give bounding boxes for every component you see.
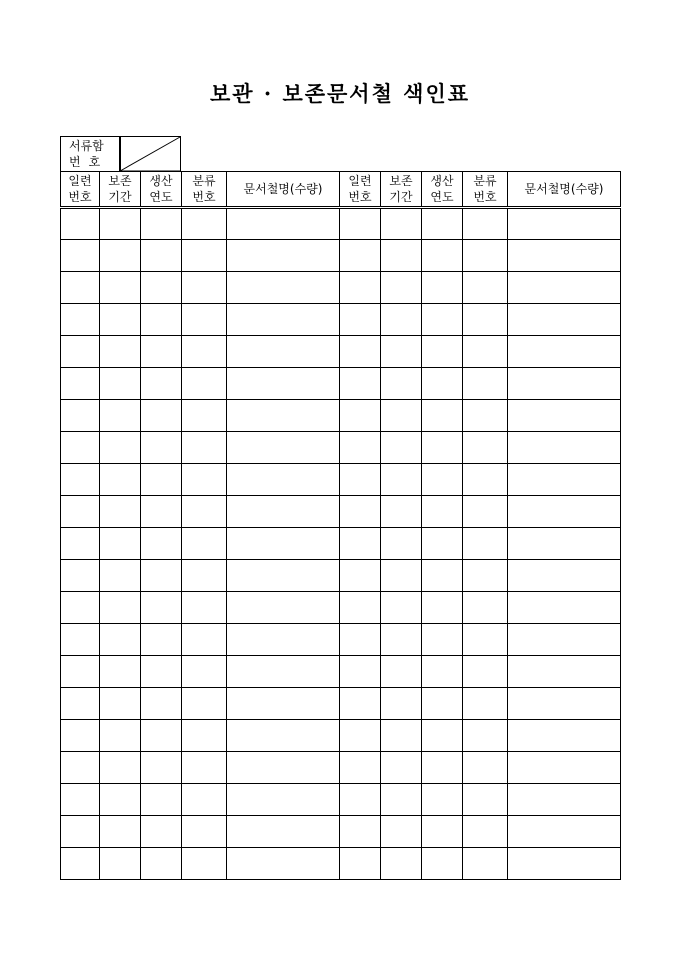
- table-row: [61, 528, 621, 560]
- table-cell[interactable]: [381, 560, 422, 592]
- table-cell[interactable]: [182, 240, 227, 272]
- table-cell[interactable]: [141, 464, 182, 496]
- table-cell[interactable]: [141, 720, 182, 752]
- table-row: [61, 624, 621, 656]
- table-cell[interactable]: [100, 688, 141, 720]
- table-cell[interactable]: [227, 336, 340, 368]
- table-cell[interactable]: [182, 656, 227, 688]
- table-cell[interactable]: [422, 368, 463, 400]
- table-header-row: [61, 172, 621, 208]
- table-cell[interactable]: [381, 432, 422, 464]
- table-cell[interactable]: [182, 432, 227, 464]
- table-cell[interactable]: [141, 528, 182, 560]
- table-cell[interactable]: [340, 816, 381, 848]
- table-cell[interactable]: [227, 240, 340, 272]
- table-cell[interactable]: [227, 752, 340, 784]
- table-cell[interactable]: [422, 816, 463, 848]
- table-cell[interactable]: [141, 400, 182, 432]
- table-cell[interactable]: [340, 208, 381, 240]
- table-row: [61, 368, 621, 400]
- table-cell[interactable]: [340, 720, 381, 752]
- table-cell[interactable]: [422, 752, 463, 784]
- table-cell[interactable]: [182, 528, 227, 560]
- table-row: [61, 592, 621, 624]
- table-cell[interactable]: [100, 464, 141, 496]
- table-cell[interactable]: [381, 656, 422, 688]
- table-row: [61, 336, 621, 368]
- table-cell[interactable]: [141, 240, 182, 272]
- table-cell[interactable]: [227, 656, 340, 688]
- table-cell[interactable]: [422, 240, 463, 272]
- table-cell[interactable]: [463, 624, 508, 656]
- table-cell[interactable]: [141, 592, 182, 624]
- table-cell[interactable]: [508, 272, 621, 304]
- table-cell[interactable]: [463, 592, 508, 624]
- column-header: 생산 연도: [422, 172, 463, 208]
- table-cell[interactable]: [422, 496, 463, 528]
- table-cell[interactable]: [508, 464, 621, 496]
- table-cell[interactable]: [340, 848, 381, 880]
- table-cell[interactable]: [227, 528, 340, 560]
- table-cell[interactable]: [422, 688, 463, 720]
- table-cell[interactable]: [61, 272, 100, 304]
- table-cell[interactable]: [141, 304, 182, 336]
- table-cell[interactable]: [340, 464, 381, 496]
- table-cell[interactable]: [141, 624, 182, 656]
- table-cell[interactable]: [508, 592, 621, 624]
- table-cell[interactable]: [182, 304, 227, 336]
- table-cell[interactable]: [508, 848, 621, 880]
- table-cell[interactable]: [141, 688, 182, 720]
- table-cell[interactable]: [463, 752, 508, 784]
- box-number-field[interactable]: [120, 136, 181, 171]
- table-cell[interactable]: [508, 720, 621, 752]
- table-row: [61, 464, 621, 496]
- table-cell[interactable]: [340, 624, 381, 656]
- table-cell[interactable]: [141, 848, 182, 880]
- box-number-label-line1: 서류함: [69, 139, 104, 153]
- table-cell[interactable]: [227, 848, 340, 880]
- table-cell[interactable]: [422, 208, 463, 240]
- table-cell[interactable]: [100, 848, 141, 880]
- table-cell[interactable]: [61, 432, 100, 464]
- table-cell[interactable]: [508, 432, 621, 464]
- table-cell[interactable]: [100, 784, 141, 816]
- table-cell[interactable]: [141, 336, 182, 368]
- table-cell[interactable]: [340, 752, 381, 784]
- table-cell[interactable]: [381, 304, 422, 336]
- table-row: [61, 656, 621, 688]
- table-cell[interactable]: [381, 368, 422, 400]
- table-cell[interactable]: [381, 400, 422, 432]
- table-cell[interactable]: [381, 784, 422, 816]
- table-cell[interactable]: [422, 592, 463, 624]
- table-cell[interactable]: [227, 688, 340, 720]
- table-cell[interactable]: [141, 784, 182, 816]
- table-cell[interactable]: [463, 720, 508, 752]
- table-cell[interactable]: [508, 624, 621, 656]
- table-cell[interactable]: [463, 304, 508, 336]
- table-cell[interactable]: [381, 336, 422, 368]
- table-cell[interactable]: [100, 656, 141, 688]
- table-cell[interactable]: [463, 496, 508, 528]
- table-cell[interactable]: [227, 560, 340, 592]
- table-cell[interactable]: [227, 432, 340, 464]
- table-cell[interactable]: [61, 560, 100, 592]
- table-cell[interactable]: [508, 752, 621, 784]
- table-cell[interactable]: [227, 368, 340, 400]
- table-cell[interactable]: [182, 784, 227, 816]
- table-cell[interactable]: [463, 688, 508, 720]
- table-cell[interactable]: [381, 464, 422, 496]
- table-cell[interactable]: [463, 816, 508, 848]
- table-cell[interactable]: [463, 784, 508, 816]
- table-cell[interactable]: [61, 240, 100, 272]
- table-cell[interactable]: [61, 816, 100, 848]
- table-cell[interactable]: [422, 464, 463, 496]
- table-cell[interactable]: [227, 272, 340, 304]
- table-cell[interactable]: [508, 240, 621, 272]
- table-row: [61, 816, 621, 848]
- table-row: [61, 784, 621, 816]
- table-cell[interactable]: [463, 240, 508, 272]
- table-row: [61, 496, 621, 528]
- table-cell[interactable]: [61, 848, 100, 880]
- column-header: 문서철명(수량): [227, 172, 340, 208]
- table-cell[interactable]: [182, 496, 227, 528]
- table-cell[interactable]: [508, 368, 621, 400]
- table-cell[interactable]: [422, 848, 463, 880]
- table-cell[interactable]: [340, 240, 381, 272]
- table-cell[interactable]: [100, 592, 141, 624]
- table-cell[interactable]: [182, 336, 227, 368]
- table-cell[interactable]: [340, 272, 381, 304]
- table-cell[interactable]: [381, 528, 422, 560]
- column-header: 일련 번호: [340, 172, 381, 208]
- table-cell[interactable]: [508, 656, 621, 688]
- table-cell[interactable]: [340, 592, 381, 624]
- index-table: [60, 171, 621, 880]
- table-cell[interactable]: [422, 528, 463, 560]
- table-cell[interactable]: [182, 752, 227, 784]
- table-cell[interactable]: [508, 336, 621, 368]
- table-cell[interactable]: [182, 464, 227, 496]
- table-cell[interactable]: [508, 784, 621, 816]
- table-cell[interactable]: [422, 272, 463, 304]
- table-cell[interactable]: [100, 304, 141, 336]
- table-cell[interactable]: [381, 816, 422, 848]
- table-cell[interactable]: [61, 528, 100, 560]
- table-cell[interactable]: [141, 816, 182, 848]
- table-row: [61, 752, 621, 784]
- table-cell[interactable]: [100, 336, 141, 368]
- table-cell[interactable]: [422, 336, 463, 368]
- column-header: 분류 번호: [463, 172, 508, 208]
- table-cell[interactable]: [61, 656, 100, 688]
- table-cell[interactable]: [100, 208, 141, 240]
- column-header: 분류 번호: [182, 172, 227, 208]
- page-title: 보관 · 보존문서철 색인표: [209, 81, 471, 106]
- table-cell[interactable]: [61, 336, 100, 368]
- table-cell[interactable]: [381, 208, 422, 240]
- table-cell[interactable]: [422, 656, 463, 688]
- table-row: [61, 240, 621, 272]
- table-cell[interactable]: [100, 272, 141, 304]
- table-cell[interactable]: [340, 336, 381, 368]
- table-cell[interactable]: [182, 688, 227, 720]
- table-cell[interactable]: [340, 400, 381, 432]
- table-cell[interactable]: [422, 400, 463, 432]
- table-cell[interactable]: [422, 624, 463, 656]
- table-cell[interactable]: [100, 432, 141, 464]
- table-cell[interactable]: [100, 624, 141, 656]
- table-cell[interactable]: [100, 400, 141, 432]
- table-cell[interactable]: [463, 432, 508, 464]
- table-cell[interactable]: [508, 528, 621, 560]
- table-cell[interactable]: [141, 432, 182, 464]
- table-cell[interactable]: [61, 496, 100, 528]
- column-header: 보존 기간: [100, 172, 141, 208]
- table-cell[interactable]: [422, 784, 463, 816]
- table-cell[interactable]: [463, 848, 508, 880]
- table-cell[interactable]: [182, 400, 227, 432]
- table-cell[interactable]: [227, 304, 340, 336]
- table-cell[interactable]: [340, 784, 381, 816]
- table-row: [61, 304, 621, 336]
- table-cell[interactable]: [100, 752, 141, 784]
- box-number-label-line2: 번호: [69, 155, 109, 169]
- table-cell[interactable]: [463, 208, 508, 240]
- table-cell[interactable]: [182, 848, 227, 880]
- table-cell[interactable]: [340, 496, 381, 528]
- table-cell[interactable]: [463, 656, 508, 688]
- table-cell[interactable]: [508, 560, 621, 592]
- table-cell[interactable]: [340, 304, 381, 336]
- table-cell[interactable]: [508, 304, 621, 336]
- table-cell[interactable]: [182, 624, 227, 656]
- table-cell[interactable]: [141, 496, 182, 528]
- table-cell[interactable]: [340, 560, 381, 592]
- table-cell[interactable]: [340, 528, 381, 560]
- table-cell[interactable]: [381, 624, 422, 656]
- table-cell[interactable]: [381, 496, 422, 528]
- table-cell[interactable]: [508, 816, 621, 848]
- table-cell[interactable]: [227, 816, 340, 848]
- table-cell[interactable]: [508, 400, 621, 432]
- table-cell[interactable]: [508, 208, 621, 240]
- table-cell[interactable]: [227, 784, 340, 816]
- table-cell[interactable]: [61, 784, 100, 816]
- table-row: [61, 272, 621, 304]
- table-cell[interactable]: [381, 720, 422, 752]
- table-row: [61, 432, 621, 464]
- table-cell[interactable]: [227, 496, 340, 528]
- table-row: [61, 848, 621, 880]
- table-cell[interactable]: [227, 400, 340, 432]
- table-cell[interactable]: [182, 816, 227, 848]
- table-cell[interactable]: [422, 560, 463, 592]
- table-cell[interactable]: [381, 592, 422, 624]
- table-body: [61, 208, 621, 880]
- table-cell[interactable]: [422, 432, 463, 464]
- table-cell[interactable]: [463, 560, 508, 592]
- table-cell[interactable]: [141, 368, 182, 400]
- table-cell[interactable]: [463, 368, 508, 400]
- table-cell[interactable]: [381, 272, 422, 304]
- table-cell[interactable]: [100, 368, 141, 400]
- table-cell[interactable]: [141, 656, 182, 688]
- table-cell[interactable]: [422, 720, 463, 752]
- table-row: [61, 400, 621, 432]
- table-cell[interactable]: [61, 400, 100, 432]
- table-cell[interactable]: [100, 240, 141, 272]
- table-cell[interactable]: [100, 720, 141, 752]
- table-cell[interactable]: [340, 432, 381, 464]
- table-cell[interactable]: [61, 720, 100, 752]
- table-cell[interactable]: [463, 528, 508, 560]
- table-cell[interactable]: [340, 688, 381, 720]
- table-cell[interactable]: [227, 720, 340, 752]
- table-cell[interactable]: [61, 688, 100, 720]
- table-cell[interactable]: [340, 656, 381, 688]
- table-cell[interactable]: [61, 368, 100, 400]
- table-cell[interactable]: [100, 496, 141, 528]
- table-cell[interactable]: [227, 464, 340, 496]
- table-cell[interactable]: [381, 848, 422, 880]
- table-cell[interactable]: [227, 208, 340, 240]
- table-cell[interactable]: [182, 368, 227, 400]
- table-cell[interactable]: [340, 368, 381, 400]
- table-row: [61, 208, 621, 240]
- table-cell[interactable]: [182, 560, 227, 592]
- table-row: [61, 560, 621, 592]
- table-cell[interactable]: [381, 240, 422, 272]
- table-cell[interactable]: [141, 272, 182, 304]
- table-cell[interactable]: [100, 528, 141, 560]
- table-cell[interactable]: [182, 592, 227, 624]
- table-cell[interactable]: [422, 304, 463, 336]
- table-cell[interactable]: [182, 272, 227, 304]
- table-cell[interactable]: [381, 688, 422, 720]
- table-cell[interactable]: [61, 624, 100, 656]
- table-cell[interactable]: [381, 752, 422, 784]
- table-cell[interactable]: [61, 592, 100, 624]
- table-cell[interactable]: [227, 624, 340, 656]
- table-cell[interactable]: [141, 560, 182, 592]
- table-cell[interactable]: [182, 720, 227, 752]
- table-cell[interactable]: [463, 336, 508, 368]
- table-cell[interactable]: [463, 272, 508, 304]
- table-cell[interactable]: [141, 208, 182, 240]
- table-cell[interactable]: [100, 816, 141, 848]
- table-cell[interactable]: [61, 464, 100, 496]
- table-cell[interactable]: [463, 464, 508, 496]
- table-cell[interactable]: [227, 592, 340, 624]
- table-cell[interactable]: [61, 208, 100, 240]
- column-header: 보존 기간: [381, 172, 422, 208]
- table-cell[interactable]: [508, 688, 621, 720]
- table-cell[interactable]: [61, 304, 100, 336]
- table-row: [61, 720, 621, 752]
- table-cell[interactable]: [61, 752, 100, 784]
- box-number-label: [60, 136, 120, 171]
- table-cell[interactable]: [508, 496, 621, 528]
- column-header: 문서철명(수량): [508, 172, 621, 208]
- table-cell[interactable]: [141, 752, 182, 784]
- column-header: 일련 번호: [61, 172, 100, 208]
- column-header: 생산 연도: [141, 172, 182, 208]
- table-cell[interactable]: [182, 208, 227, 240]
- table-cell[interactable]: [100, 560, 141, 592]
- table-row: [61, 688, 621, 720]
- table-cell[interactable]: [463, 400, 508, 432]
